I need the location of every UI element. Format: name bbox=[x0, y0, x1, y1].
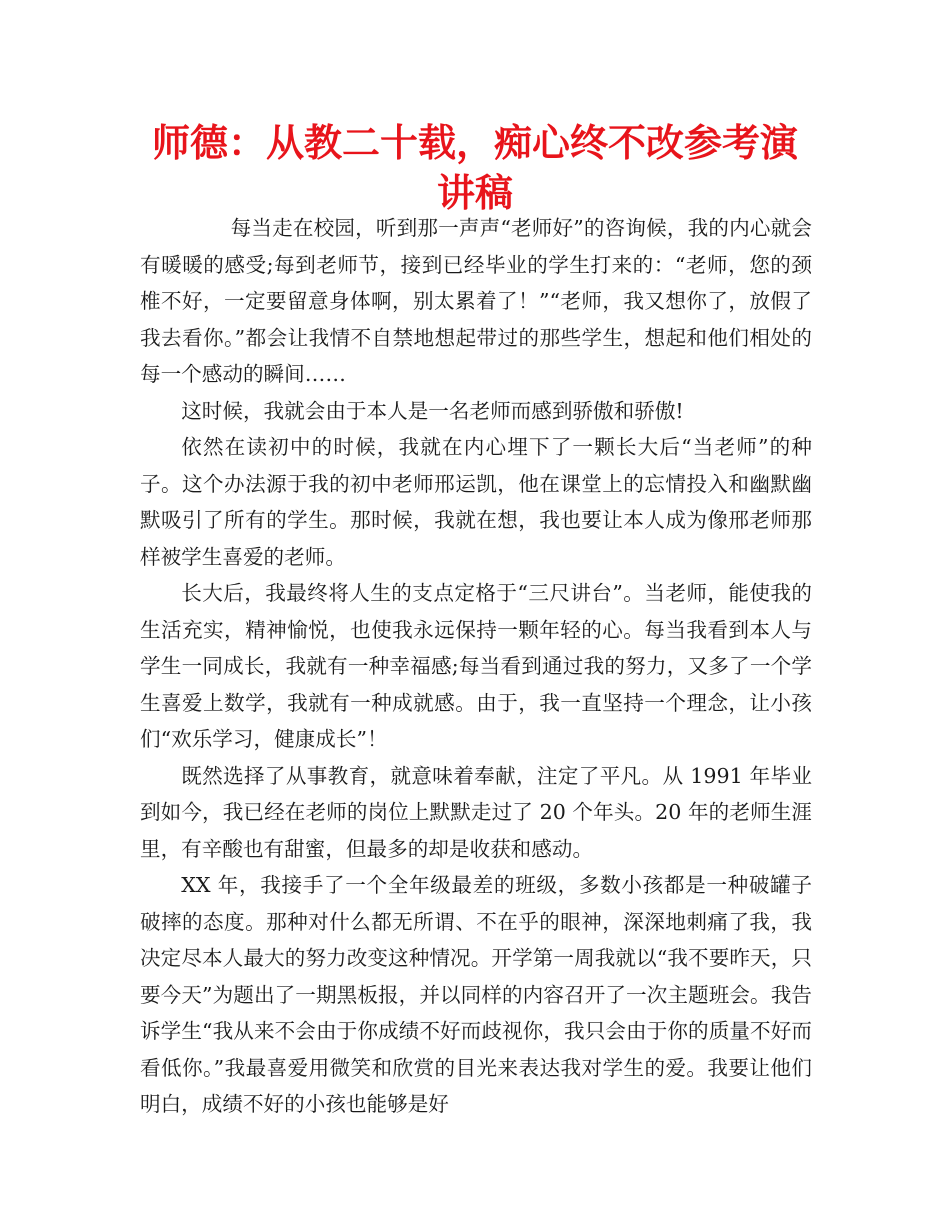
paragraph-4: 长大后，我最终将人生的支点定格于“三尺讲台”。当老师，能使我的生活充实，精神愉悦，也使我永远保持一颗年轻的心。每当我看到本人与学生一同成长，我就有一种幸福感;每当看到通过我的努力，又多了一个学生喜爱上数学，我就有一种成就感。由于，我一直坚持一个理念，让小孩们“欢乐学习，健康成长”！ bbox=[140, 581, 812, 751]
document-body bbox=[140, 210, 812, 1123]
paragraph-5: 既然选择了从事教育，就意味着奉献，注定了平凡。从 1991 年毕业到如今，我已经在老师的岗位上默默走过了 20 个年头。20 年的老师生涯里，有辛酸也有甜蜜，但最多的却是收获和感动。 bbox=[140, 763, 812, 861]
paragraph-6: XX 年，我接手了一个全年级最差的班级，多数小孩都是一种破罐子破摔的态度。那种对什么都无所谓、不在乎的眼神，深深地刺痛了我，我决定尽本人最大的努力改变这种情况。开学第一周我就以“我不要昨天，只要今天”为题出了一期黑板报，并以同样的内容召开了一次主题班会。我告诉学生“我从来不会由于你成绩不好而歧视你，我只会由于你的质量不好而看低你。”我最喜爱用微笑和欣赏的目光来表达我对学生的爱。我要让他们明白，成绩不好的小孩也能够是好 bbox=[140, 873, 812, 1116]
paragraph-2: 这时候，我就会由于本人是一名老师而感到骄傲和骄傲! bbox=[181, 398, 684, 423]
paragraph-3: 依然在读初中的时候，我就在内心埋下了一颗长大后“当老师”的种子。这个办法源于我的初中老师邢运凯，他在课堂上的忘情投入和幽默幽默吸引了所有的学生。那时候，我就在想，我也要让本人成为像邢老师那样被学生喜爱的老师。 bbox=[140, 435, 812, 569]
document-title: 师德：从教二十载，痴心终不改参考演讲稿 bbox=[151, 121, 798, 215]
paragraph-1: 每当走在校园，听到那一声声“老师好”的咨询候，我的内心就会有暖暖的感受;每到老师节，接到已经毕业的学生打来的：“老师，您的颈椎不好，一定要留意身体啊，别太累着了！”“老师，我又想你了，放假了我去看你。”都会让我情不自禁地想起带过的那些学生，想起和他们相处的每一个感动的瞬间…… bbox=[140, 216, 812, 386]
